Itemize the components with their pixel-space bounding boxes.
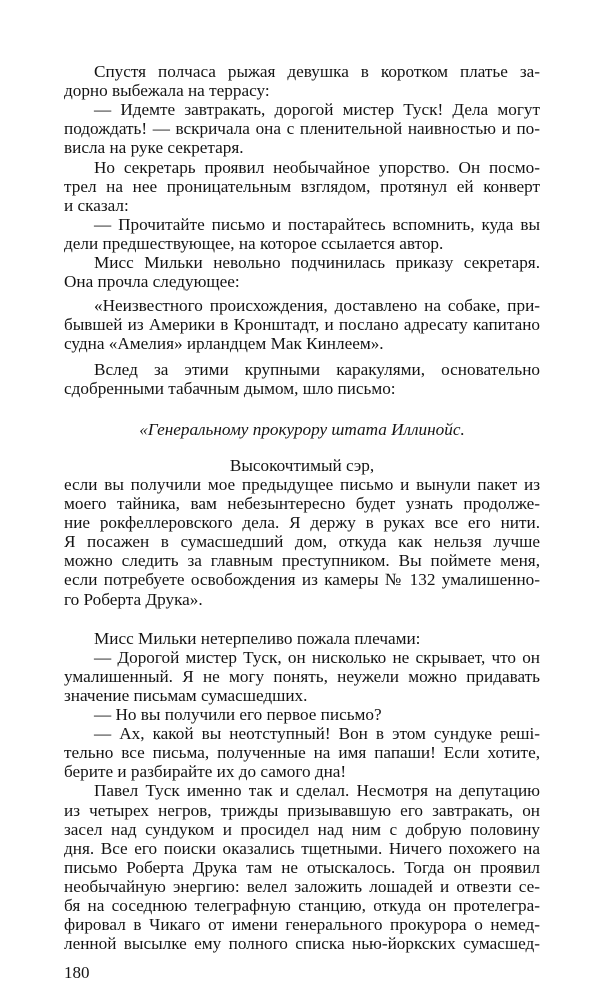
- text-line: — Ах, какой вы неотступный! Вон в этом сундуке решi-: [94, 724, 540, 744]
- text-line: Мисс Мильки невольно подчинилась приказу секретаря.: [94, 253, 540, 272]
- text-line: дня. Все его поиски оказались тщетными. Ничего похожего на: [64, 838, 540, 858]
- letter-line: моего тайника, вам небезынтересно будет узнать продолже-: [64, 494, 540, 513]
- text-line: бывшей из Америки в Кронштадт, и послано адресату капитано: [64, 315, 540, 335]
- letter-line: можно следить за главным преступником. Вы поймете меня,: [64, 551, 540, 571]
- text-line: судна «Амелия» ирландцем Мак Кинлеем».: [64, 334, 384, 354]
- letter-line: ние рокфеллеровского дела. Я держу в руках все его нити.: [64, 513, 540, 533]
- text-line: берите и разбирайте их до самого дна!: [64, 762, 347, 782]
- letter-salutation: Высокочтимый сэр,: [229, 455, 375, 475]
- text-line: тельно все письма, полученные на имя папаши! Если хотите,: [64, 743, 540, 763]
- text-line: Мисс Мильки нетерпеливо пожала плечами:: [94, 628, 421, 648]
- text-line: значение письмам сумасшедших.: [64, 685, 308, 705]
- page-number: 180: [64, 963, 90, 983]
- text-line: засел над сундуком и просидел над ним с добрую половину: [64, 819, 540, 839]
- text-line: из четырех негров, трижды призывавшую его завтракать, он: [64, 800, 540, 820]
- text-line: и сказал:: [64, 195, 129, 215]
- text-line: трел на нее проницательным взглядом, протянул ей конверт: [64, 176, 540, 196]
- letter-heading: «Генеральному прокурору штата Иллинойс.: [139, 419, 465, 439]
- text-line: ленной высылке ему полного списка нью-йоркских сумасшед-: [64, 934, 540, 954]
- text-line: висла на руке секретаря.: [64, 138, 244, 158]
- text-line: — Дорогой мистер Туск, он нисколько не скрывает, что он: [94, 647, 540, 667]
- text-line: бя на соседнюю телеграфную станцию, откуда он протелегра-: [64, 896, 540, 915]
- text-line: умалишенный. Я не могу понять, неужели можно придавать: [64, 666, 540, 686]
- text-line: Павел Туск именно так и сделал. Несмотря на депутацию: [94, 781, 540, 801]
- text-line: — Прочитайте письмо и постарайтесь вспомнить, куда вы: [94, 214, 540, 234]
- text-line: «Неизвестного происхождения, доставлено на собаке, при-: [94, 296, 540, 316]
- text-line: необычайную энергию: велел заложить лошадей и отвезти се-: [64, 876, 540, 896]
- text-line: дорно выбежала на террасу:: [64, 81, 270, 101]
- text-line: дели предшествующее, на которое ссылается автор.: [64, 233, 444, 253]
- letter-line: если вы получили мое предыдущее письмо и вынули пакет из: [64, 474, 540, 494]
- text-line: Она прочла следующее:: [64, 272, 240, 292]
- letter-line: го Роберта Друка».: [64, 589, 203, 609]
- text-line: — Но вы получили его первое письмо?: [94, 705, 382, 724]
- text-line: Вслед за этими крупными каракулями, основательно: [94, 359, 540, 379]
- letter-line: Я посажен в сумасшедший дом, откуда как нельзя лучше: [64, 532, 540, 552]
- text-line: письмо Роберта Друка там не отыскалось. Тогда он проявил: [64, 857, 540, 877]
- text-line: фировал в Чикаго от имени генерального прокурора о немед-: [64, 915, 540, 935]
- text-line: Но секретарь проявил необычайное упорство. Он посмо-: [94, 157, 540, 177]
- text-line: — Идемте завтракать, дорогой мистер Туск! Дела могут: [94, 100, 540, 120]
- text-line: Спустя полчаса рыжая девушка в коротком платье за-: [94, 62, 540, 81]
- text-line: сдобренными табачным дымом, шло письмо:: [64, 378, 396, 398]
- letter-line: если потребуете освобождения из камеры № 132 умалишенно-: [64, 570, 540, 590]
- text-line: подождать! — вскричала она с пленительной наивностью и по-: [64, 119, 540, 139]
